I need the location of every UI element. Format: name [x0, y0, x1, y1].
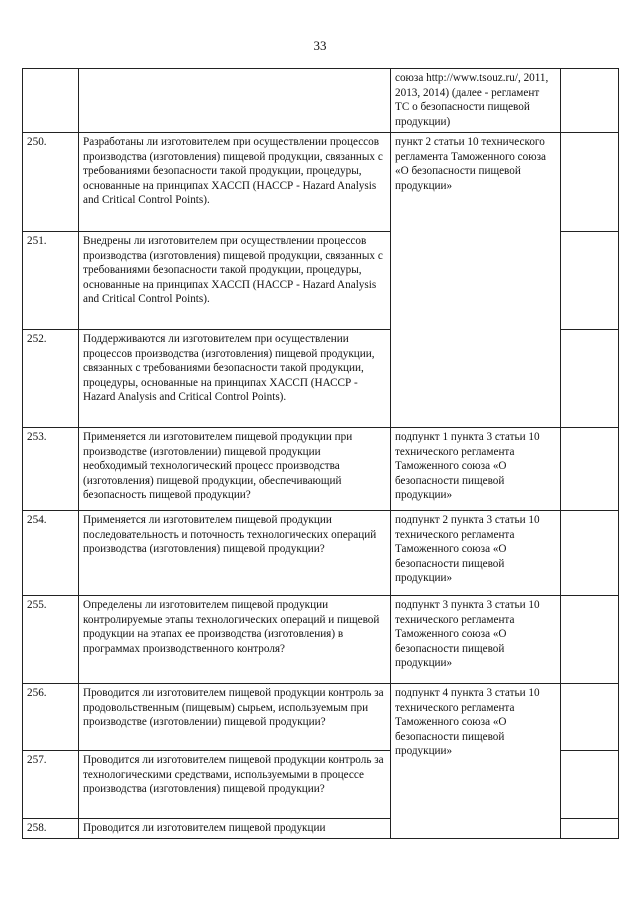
- answer-cell: [561, 69, 619, 133]
- row-number: 250.: [23, 133, 79, 232]
- requirement-text: Применяется ли изготовителем пищевой продукции последовательность и поточность технологических операций производства (изготовления) пищевой продукции?: [79, 511, 391, 596]
- row-number: [23, 69, 79, 133]
- reference-text: [391, 684, 561, 839]
- answer-cell: [561, 751, 619, 819]
- requirement-text: [79, 69, 391, 133]
- requirement-text: Проводится ли изготовителем пищевой продукции контроль за технологическими средствами, используемыми в процессе производства (изготовления) пищевой продукции?: [79, 751, 391, 819]
- requirement-text: Разработаны ли изготовителем при осуществлении процессов производства (изготовления) пищевой продукции, связанных с требованиями безопасности такой продукции, процедуры, основанные на принципах ХАССП (НАССР - Hazard Analysis and Critical Control Points).: [79, 133, 391, 232]
- reference-text: подпункт 3 пункта 3 статьи 10 технического регламента Таможенного союза «О безопасности пищевой продукции»: [391, 596, 561, 684]
- reference-text: союза http://www.tsouz.ru/, 2011, 2013, 2014) (далее - регламент ТС о безопасности пищевой продукции): [391, 69, 561, 133]
- row-number: 258.: [23, 819, 79, 839]
- requirement-text: Поддерживаются ли изготовителем при осуществлении процессов производства (изготовления) пищевой продукции, связанных с требованиями безопасности такой продукции, процедуры, основанные на принципах ХАССП (НАССР - Hazard Analysis and Critical Control Points).: [79, 330, 391, 428]
- reference-text: подпункт 1 пункта 3 статьи 10 технического регламента Таможенного союза «О безопасности пищевой продукции»: [391, 428, 561, 511]
- requirement-text: Проводится ли изготовителем пищевой продукции: [79, 819, 391, 839]
- requirement-text: Проводится ли изготовителем пищевой продукции контроль за продовольственным (пищевым) сырьем, используемым при производстве (изготовлении) пищевой продукции?: [79, 684, 391, 751]
- table-row: [23, 133, 619, 232]
- table-row: [23, 596, 619, 684]
- answer-cell: [561, 684, 619, 751]
- row-number: 255.: [23, 596, 79, 684]
- reference-label: подпункт 4 пункта 3 статьи 10 технического регламента Таможенного союза «О безопасности пищевой продукции»: [395, 687, 540, 758]
- table-row: [23, 69, 619, 133]
- table-row: [23, 428, 619, 511]
- answer-cell: [561, 330, 619, 428]
- row-number: 254.: [23, 511, 79, 596]
- requirement-text: Внедрены ли изготовителем при осуществлении процессов производства (изготовления) пищевой продукции, связанных с требованиями безопасности такой продукции, процедуры, основанные на принципах ХАССП (НАССР - Hazard Analysis and Critical Control Points).: [79, 232, 391, 330]
- row-number: 251.: [23, 232, 79, 330]
- requirement-text: Определены ли изготовителем пищевой продукции контролируемые этапы технологических операций и пищевой продукции на этапах ее производства (изготовления) в программах производственного контроля?: [79, 596, 391, 684]
- answer-cell: [561, 596, 619, 684]
- answer-cell: [561, 133, 619, 232]
- answer-cell: [561, 232, 619, 330]
- row-number: 256.: [23, 684, 79, 751]
- row-number: 252.: [23, 330, 79, 428]
- row-number: 257.: [23, 751, 79, 819]
- requirement-text: Применяется ли изготовителем пищевой продукции при производстве (изготовлении) пищевой продукции необходимый технологический процесс производства (изготовления) пищевой продукции, обеспечивающий безопасность пищевой продукции?: [79, 428, 391, 511]
- page-number: 33: [313, 38, 327, 53]
- reference-text: подпункт 2 пункта 3 статьи 10 технического регламента Таможенного союза «О безопасности пищевой продукции»: [391, 511, 561, 596]
- reference-text: [391, 133, 561, 428]
- table-row: [23, 684, 619, 751]
- reference-label: пункт 2 статьи 10 технического регламента Таможенного союза «О безопасности пищевой продукции»: [395, 136, 546, 192]
- answer-cell: [561, 819, 619, 839]
- answer-cell: [561, 428, 619, 511]
- checklist-table: [22, 68, 619, 839]
- answer-cell: [561, 511, 619, 596]
- table-row: [23, 511, 619, 596]
- row-number: 253.: [23, 428, 79, 511]
